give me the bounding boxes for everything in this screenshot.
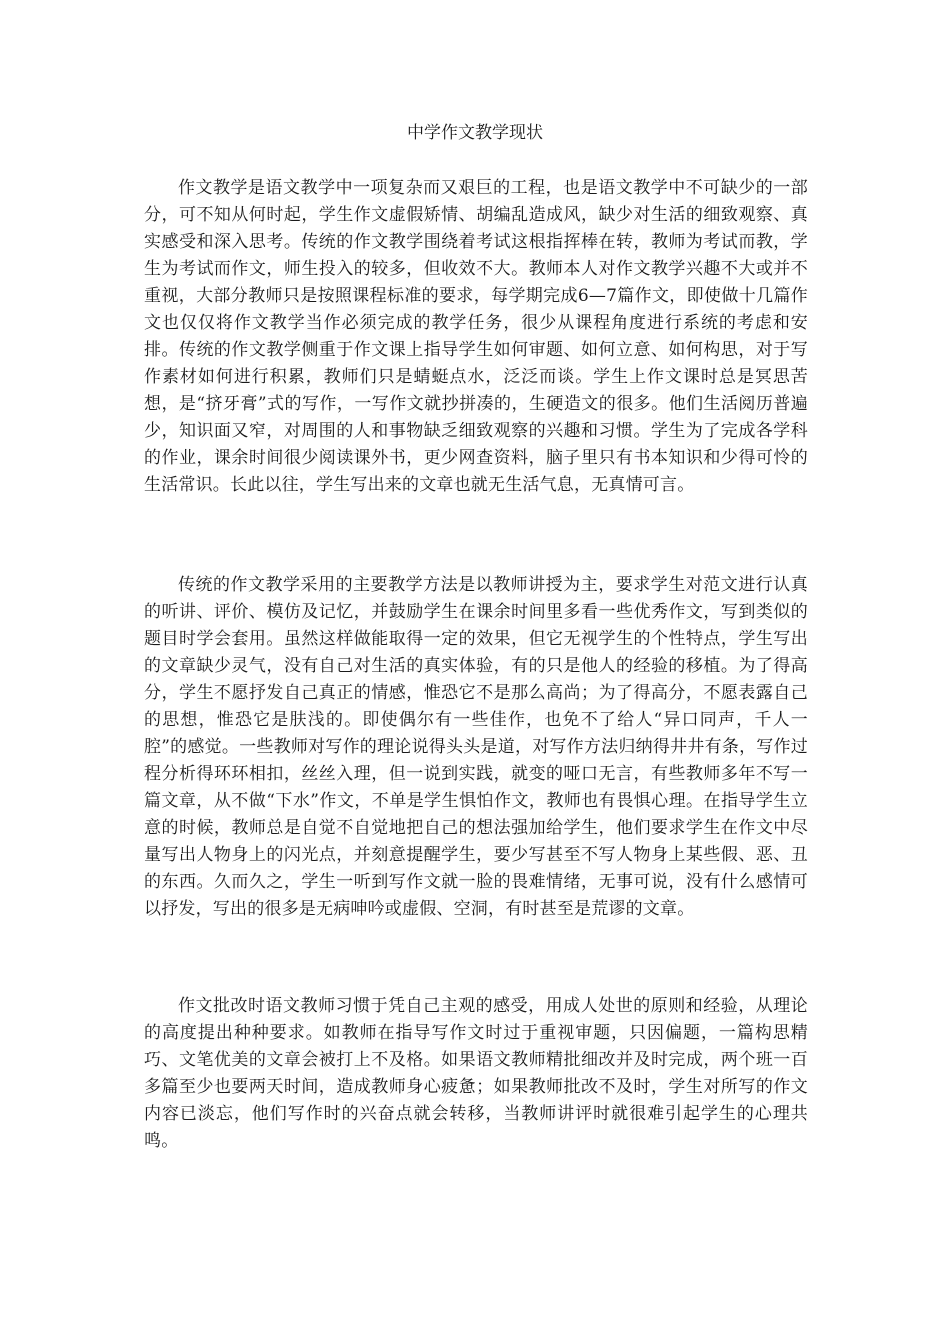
paragraph-2: 传统的作文教学采用的主要教学方法是以教师讲授为主，要求学生对范文进行认真的听讲、评价、模仿及记忆，并鼓励学生在课余时间里多看一些优秀作文，写到类似的题目时学会套用。虽然这样做能取得一定的效果，但它无视学生的个性特点，学生写出的文章缺少灵气，没有自己对生活的真实体验，有的只是他人的经验的移植。为了得高分，学生不愿抒发自己真正的情感，惟恐它不是那么高尚；为了得高分，不愿表露自己的思想，惟恐它是肤浅的。即使偶尔有一些佳作，也免不了给人“异口同声，千人一腔”的感觉。一些教师对写作的理论说得头头是道，对写作方法归纳得井井有条，写作过程分析得环环相扣，丝丝入理，但一说到实践，就变的哑口无言，有些教师多年不写一篇文章，从不做“下水”作文，不单是学生惧怕作文，教师也有畏惧心理。在指导学生立意的时候，教师总是自觉不自觉地把自己的想法强加给学生，他们要求学生在作文中尽量写出人物身上的闪光点，并刻意提醒学生，要少写甚至不写人物身上某些假、恶、丑的东西。久而久之，学生一听到写作文就一脸的畏难情绪，无事可说，没有什么感情可以抒发，写出的很多是无病呻吟或虚假、空洞，有时甚至是荒谬的文章。 xyxy=(144,575,808,919)
document-title: 中学作文教学现状 xyxy=(407,123,543,143)
paragraph-3: 作文批改时语文教师习惯于凭自己主观的感受，用成人处世的原则和经验，从理论的高度提出种种要求。如教师在指导写作文时过于重视审题，只因偏题，一篇构思精巧、文笔优美的文章会被打上不及格。如果语文教师精批细改并及时完成，两个班一百多篇至少也要两天时间，造成教师身心疲惫；如果教师批改不及时，学生对所写的作文内容已淡忘，他们写作时的兴奋点就会转移，当教师讲评时就很难引起学生的心理共鸣。 xyxy=(144,996,808,1151)
paragraph-1: 作文教学是语文教学中一项复杂而又艰巨的工程，也是语文教学中不可缺少的一部分，可不知从何时起，学生作文虚假矫情、胡编乱造成风，缺少对生活的细致观察、真实感受和深入思考。传统的作文教学围绕着考试这根指挥棒在转，教师为考试而教，学生为考试而作文，师生投入的较多，但收效不大。教师本人对作文教学兴趣不大或并不重视，大部分教师只是按照课程标准的要求，每学期完成6—7篇作文，即使做十几篇作文也仅仅将作文教学当作必须完成的教学任务，很少从课程角度进行系统的考虑和安排。传统的作文教学侧重于作文课上指导学生如何审题、如何立意、如何构思，对于写作素材如何进行积累，教师们只是蜻蜓点水，泛泛而谈。学生上作文课时总是冥思苦想，是“挤牙膏”式的写作，一写作文就抄拼凑的，生硬造文的很多。他们生活阅历普遍少，知识面又窄，对周围的人和事物缺乏细致观察的兴趣和习惯。学生为了完成各学科的作业，课余时间很少阅读课外书，更少网查资料，脑子里只有书本知识和少得可怜的生活常识。长此以往，学生写出来的文章也就无生活气息，无真情可言。 xyxy=(144,178,808,495)
